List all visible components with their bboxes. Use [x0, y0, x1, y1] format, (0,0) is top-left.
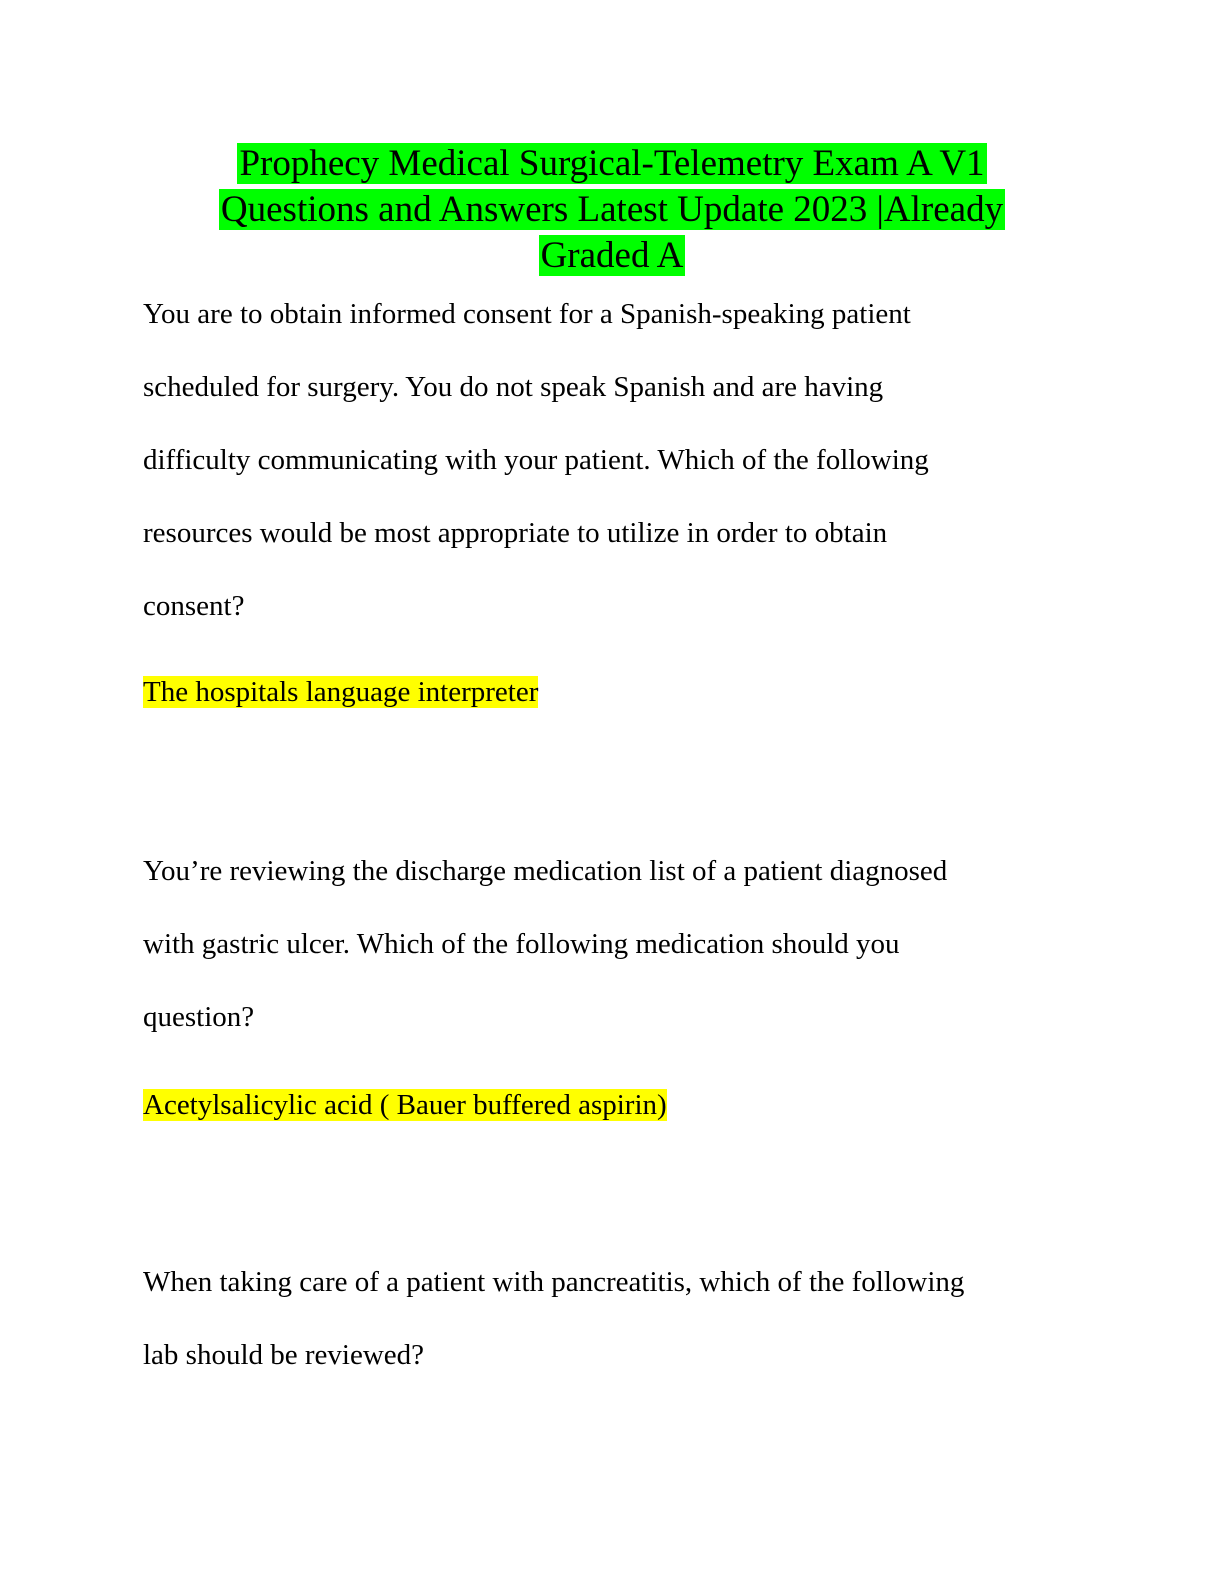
question-line: with gastric ulcer. Which of the following medication should you [143, 928, 900, 960]
question-3 [143, 1246, 1083, 1392]
question-line: You’re reviewing the discharge medication list of a patient diagnosed [143, 855, 948, 887]
title-line: Questions and Answers Latest Update 2023 |Already [220, 189, 1004, 230]
question-line: difficulty communicating with your patient. Which of the following [143, 444, 929, 476]
question-line: When taking care of a patient with pancreatitis, which of the following [143, 1266, 965, 1298]
title-line: Prophecy Medical Surgical-Telemetry Exam A V1 [239, 143, 985, 184]
answer-text: The hospitals language interpreter [143, 676, 539, 708]
question-1 [143, 278, 1083, 643]
question-line: consent? [143, 590, 245, 622]
answer-1 [143, 672, 1083, 712]
question-2 [143, 835, 1083, 1054]
title-line: Graded A [540, 235, 684, 276]
question-line: scheduled for surgery. You do not speak Spanish and are having [143, 371, 884, 403]
answer-text: Acetylsalicylic acid ( Bauer buffered aspirin) [143, 1089, 667, 1121]
question-line: resources would be most appropriate to utilize in order to obtain [143, 517, 888, 549]
answer-2 [143, 1085, 1083, 1125]
question-line: lab should be reviewed? [143, 1339, 425, 1371]
question-line: question? [143, 1001, 255, 1033]
question-line: You are to obtain informed consent for a Spanish-speaking patient [143, 298, 911, 330]
document-title [140, 141, 1084, 279]
